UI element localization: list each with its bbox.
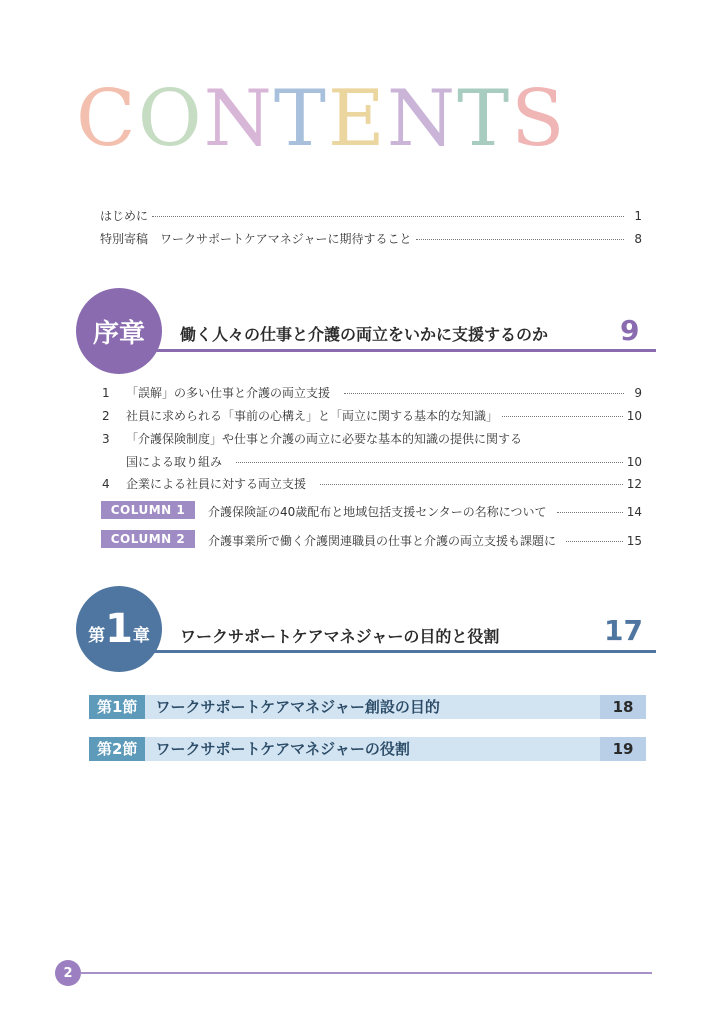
item-number: 3	[102, 432, 110, 446]
toc-row[interactable]	[102, 430, 642, 447]
item-number: 2	[102, 409, 110, 423]
section-page: 19	[600, 737, 646, 761]
dot-leader	[416, 239, 624, 240]
toc-label: 企業による社員に対する両立支援	[126, 477, 307, 491]
section-label: 第2節	[89, 737, 145, 761]
section-label: 第1節	[89, 695, 145, 719]
chapter1-badge-prefix: 第	[88, 625, 106, 646]
toc-label: 介護事業所で働く介護関連職員の仕事と介護の両立支援も課題に	[208, 534, 557, 548]
dot-leader	[566, 541, 623, 542]
title-letter: N	[386, 74, 458, 164]
prologue-badge-text: 序章	[92, 318, 145, 349]
title-letter: E	[327, 74, 387, 164]
toc-page: 9	[634, 386, 642, 400]
toc-label: 「介護保険制度」や仕事と介護の両立に必要な基本的知識の提供に関する	[126, 432, 523, 446]
toc-row-continued[interactable]	[102, 453, 642, 470]
footer-line	[81, 972, 652, 974]
toc-page: 14	[626, 505, 642, 519]
page-number-badge	[55, 960, 81, 986]
toc-page: 12	[626, 477, 642, 491]
item-number: 4	[102, 477, 110, 491]
prologue-underline	[150, 349, 656, 352]
section-title: ワークサポートケアマネジャー創設の目的	[155, 698, 440, 716]
toc-label: 介護保険証の40歳配布と地域包括支援センターの名称について	[208, 505, 547, 519]
toc-label: 「誤解」の多い仕事と介護の両立支援	[126, 386, 331, 400]
contents-title	[76, 74, 567, 164]
toc-label: 社員に求められる「事前の心構え」と「両立に関する基本的な知識」	[126, 409, 499, 423]
dot-leader	[236, 462, 623, 463]
title-letter: C	[76, 74, 138, 164]
prologue-page: 9	[620, 314, 640, 347]
toc-row[interactable]	[102, 475, 642, 492]
toc-page: 10	[626, 455, 642, 469]
chapter1-underline	[150, 650, 656, 653]
toc-label: 特別寄稿 ワークサポートケアマネジャーに期待すること	[100, 232, 412, 246]
chapter1-badge-number: 1	[105, 606, 133, 652]
dot-leader	[557, 512, 623, 513]
dot-leader	[152, 216, 624, 217]
title-letter: O	[137, 74, 204, 164]
toc-row-special[interactable]	[100, 230, 642, 247]
toc-page: 15	[626, 534, 642, 548]
item-number: 1	[102, 386, 110, 400]
section-page: 18	[600, 695, 646, 719]
toc-row-column[interactable]	[208, 503, 642, 520]
toc-row[interactable]	[102, 384, 642, 401]
title-letter: T	[273, 74, 328, 164]
toc-label: はじめに	[100, 209, 149, 223]
section-title: ワークサポートケアマネジャーの役割	[155, 740, 410, 758]
prologue-badge	[76, 288, 162, 374]
chapter1-title[interactable]: ワークサポートケアマネジャーの目的と役割	[180, 627, 500, 646]
toc-row-column[interactable]	[208, 532, 642, 549]
column-badge: COLUMN 1	[101, 501, 195, 519]
chapter1-badge-suffix: 章	[132, 625, 150, 646]
title-letter: N	[203, 74, 274, 164]
dot-leader	[320, 484, 623, 485]
toc-label: 国による取り組み	[126, 455, 223, 469]
toc-page: 10	[626, 409, 642, 423]
section-row-2[interactable]	[89, 737, 646, 761]
column-badge: COLUMN 2	[101, 530, 195, 548]
toc-row[interactable]	[102, 407, 642, 424]
toc-page: 8	[634, 232, 642, 246]
page-number: 2	[63, 965, 73, 981]
dot-leader	[502, 416, 623, 417]
prologue-title[interactable]: 働く人々の仕事と介護の両立をいかに支援するのか	[180, 325, 549, 344]
title-letter: S	[511, 74, 567, 164]
toc-page: 1	[634, 209, 642, 223]
chapter1-badge	[76, 586, 162, 672]
toc-row-intro[interactable]	[100, 207, 642, 224]
title-letter: T	[457, 74, 512, 164]
section-row-1[interactable]	[89, 695, 646, 719]
dot-leader	[344, 393, 624, 394]
chapter1-page: 17	[604, 614, 643, 647]
